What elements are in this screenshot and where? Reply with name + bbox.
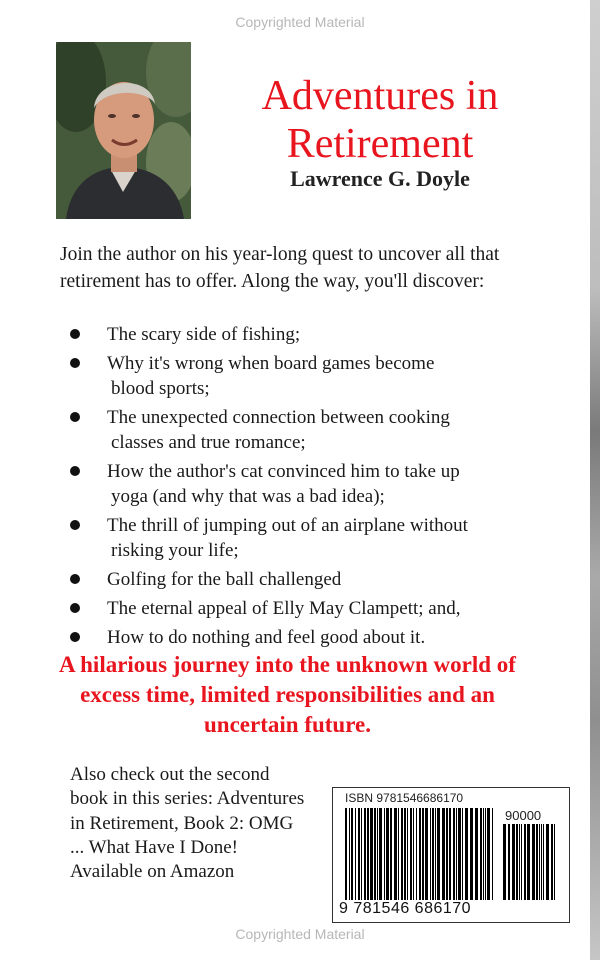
- background-edge: [590, 0, 600, 960]
- barcode-bar: [458, 808, 461, 900]
- barcode-bar: [422, 808, 424, 900]
- watermark-top: Copyrighted Material: [235, 14, 365, 30]
- barcode-bar: [364, 808, 366, 900]
- bullet-dot-icon: [70, 412, 80, 422]
- barcode-bar: [404, 808, 406, 900]
- barcode-bar: [370, 808, 373, 900]
- barcode-bar: [470, 808, 473, 900]
- bullet-dot-icon: [70, 574, 80, 584]
- barcode-bar: [521, 824, 522, 900]
- bullet-dot-icon: [70, 520, 80, 530]
- barcode-bar: [462, 808, 463, 900]
- isbn-label: ISBN 9781546686170: [345, 791, 464, 805]
- barcode-bar: [416, 808, 417, 900]
- series-note: Also check out the second book in this series: Adventures in Retirement, Book 2: OMG ... What Have I Done! Available on Amazon: [70, 764, 305, 883]
- barcode-bar: [456, 808, 457, 900]
- barcode-bar: [384, 808, 385, 900]
- barcode-bar: [446, 808, 448, 900]
- book-title: Adventures in Retirement: [261, 73, 499, 168]
- barcode-bar: [407, 808, 408, 900]
- barcode-bar: [345, 808, 347, 900]
- barcode-bar: [554, 824, 555, 900]
- barcode-bar: [480, 808, 482, 900]
- bullet-list: [60, 322, 530, 654]
- bullet-dot-icon: [70, 466, 80, 476]
- list-item: Golfing for the ball challenged: [60, 567, 530, 592]
- barcode-bar: [539, 824, 540, 900]
- bullet-dot-icon: [70, 329, 80, 339]
- barcode-bar: [410, 808, 412, 900]
- author-photo: [56, 42, 191, 219]
- barcode-bar: [551, 824, 553, 900]
- barcode-bar: [543, 824, 544, 900]
- tagline: A hilarious journey into the unknown world of excess time, limited responsibilities and an uncertain future.: [59, 652, 516, 737]
- barcode-bar: [425, 808, 428, 900]
- list-item: How the author's cat convinced him to take up yoga (and why that was a bad idea);: [60, 459, 530, 509]
- barcode-bar: [377, 808, 378, 900]
- barcode-bar: [492, 808, 493, 900]
- barcode-bar: [536, 824, 538, 900]
- isbn-digits: 9 781546 686170: [339, 900, 472, 917]
- list-item: Why it's wrong when board games become blood sports;: [60, 351, 530, 401]
- barcode-bar: [532, 824, 535, 900]
- barcode-bar: [465, 808, 468, 900]
- barcode-bar: [527, 824, 530, 900]
- barcode-bar: [351, 808, 353, 900]
- barcode-bar: [355, 808, 356, 900]
- barcode-bar: [349, 808, 350, 900]
- barcode-bar: [361, 808, 362, 900]
- barcode-bar: [401, 808, 403, 900]
- barcode-bar: [453, 808, 455, 900]
- barcode-bar: [508, 824, 510, 900]
- list-item: The scary side of fishing;: [60, 322, 530, 347]
- barcode-bar: [442, 808, 445, 900]
- watermark-bottom: Copyrighted Material: [235, 926, 365, 942]
- barcode-bar: [379, 808, 382, 900]
- barcode-bar: [390, 808, 392, 900]
- list-item: The unexpected connection between cooking classes and true romance;: [60, 405, 530, 455]
- bullet-dot-icon: [70, 358, 80, 368]
- barcode-bar: [449, 808, 451, 900]
- barcode-bar: [435, 808, 436, 900]
- barcode-bar: [487, 808, 490, 900]
- barcode-bar: [419, 808, 421, 900]
- list-item: The thrill of jumping out of an airplane without risking your life;: [60, 513, 530, 563]
- barcode-bar: [398, 808, 399, 900]
- barcode-bar: [516, 824, 518, 900]
- barcode: [332, 787, 570, 923]
- barcode-bar: [374, 808, 376, 900]
- barcode-bar: [430, 808, 431, 900]
- barcode-bar: [483, 808, 484, 900]
- bullet-dot-icon: [70, 632, 80, 642]
- barcode-bar: [394, 808, 397, 900]
- barcode-bar: [413, 808, 414, 900]
- barcode-bars: [345, 808, 495, 900]
- barcode-bar: [358, 808, 360, 900]
- price-code: 90000: [505, 808, 542, 823]
- barcode-bar: [546, 824, 549, 900]
- barcode-bar: [541, 824, 542, 900]
- price-barcode-bars: [503, 824, 559, 900]
- barcode-bar: [437, 808, 440, 900]
- bullet-dot-icon: [70, 603, 80, 613]
- author-name: Lawrence G. Doyle: [290, 166, 470, 191]
- barcode-bar: [386, 808, 389, 900]
- list-item: The eternal appeal of Elly May Clampett; and,: [60, 596, 530, 621]
- intro-paragraph: Join the author on his year-long quest to uncover all that retirement has to offer. Along the way, you'll discover:: [60, 244, 500, 292]
- barcode-bar: [503, 824, 506, 900]
- barcode-bar: [519, 824, 520, 900]
- barcode-bar: [475, 808, 478, 900]
- barcode-bar: [524, 824, 526, 900]
- list-item: How to do nothing and feel good about it.: [60, 625, 530, 650]
- barcode-bar: [512, 824, 515, 900]
- barcode-bar: [367, 808, 369, 900]
- barcode-bar: [432, 808, 434, 900]
- barcode-bar: [485, 808, 486, 900]
